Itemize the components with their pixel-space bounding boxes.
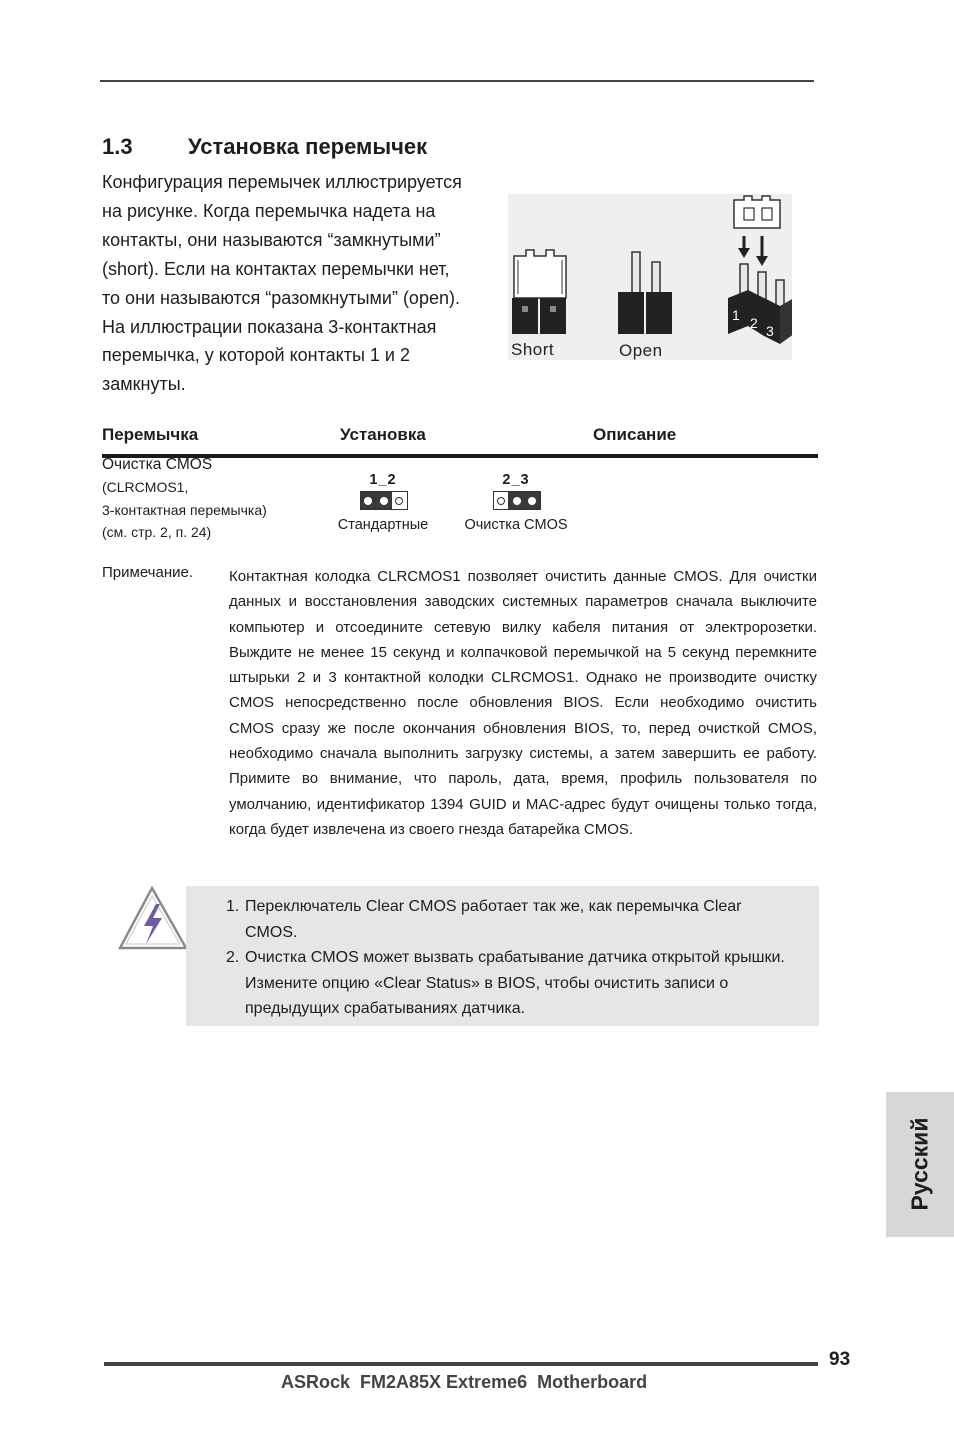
caution-item [226, 945, 786, 1022]
jumper-name-line: (CLRCMOS1, [102, 479, 189, 496]
section-heading [102, 134, 427, 160]
pin-number-2: 2 [750, 315, 758, 331]
pin-dot [380, 497, 388, 505]
intro-line: на рисунке. Когда перемычка надета на [102, 200, 436, 221]
pin-dot [395, 497, 403, 505]
intro-line: контакты, они называются “замкнутыми” [102, 229, 441, 250]
pin-2-on [508, 491, 525, 510]
pin-dot [364, 497, 372, 505]
setting-clear [456, 472, 576, 533]
footer-title: ASRock FM2A85X Extreme6 Motherboard [281, 1372, 648, 1392]
pin-dot [497, 497, 505, 505]
jumper-name-line: Очистка CMOS [102, 456, 213, 473]
pin-3-on [524, 491, 541, 510]
intro-line: замкнуты. [102, 374, 186, 395]
caution-list [226, 894, 786, 1022]
caution-item-text: Очистка CMOS может вызвать срабатывание датчика открытой крышки. Измените опцию «Clear Status» в BIOS, чтобы очистить записи о предыдущих срабатываниях датчика. [245, 949, 785, 1017]
setting-default [328, 472, 438, 533]
section-number: 1.3 [102, 134, 133, 159]
intro-paragraph [102, 168, 502, 399]
intro-line: перемычка, у которой контакты 1 и 2 [102, 345, 410, 366]
table-header [102, 424, 818, 458]
jumper-name-line: 3-контактная перемычка) [102, 501, 267, 518]
pin-1-off [493, 491, 510, 510]
header-jumper: Перемычка [102, 425, 199, 444]
language-tab [886, 1092, 954, 1237]
pin-number-1: 1 [732, 307, 740, 323]
pin-number-3: 3 [766, 323, 774, 339]
jumper-name-line: (см. стр. 2, п. 24) [102, 524, 212, 541]
pin-header-default [328, 491, 438, 510]
short-label: Short [511, 340, 555, 359]
intro-line: (short). Если на контактах перемычки нет, [102, 258, 450, 279]
top-divider [100, 80, 814, 82]
caution-item-number: 2. [226, 949, 240, 966]
open-label: Open [619, 341, 663, 360]
pin-1-on [360, 491, 377, 510]
pin-header-clear [456, 491, 576, 510]
open-jumper-graphic [618, 252, 672, 334]
setting-default-caption: Стандартные [337, 517, 429, 533]
note-text: Контактная колодка CLRCMOS1 позволяет очистить данные CMOS. Для очистки данных и восстановления заводских системных параметров сначала выключите компьютер и отсоедините сетевую вилку кабеля питания от электророзетки. Выждите не менее 15 секунд и колпачковой перемычкой на 5 секунд перемкните штырьки 2 и 3 контактной колодки CLRCMOS1. Однако не производите очистку CMOS непосредственно после обновления BIOS. Если необходимо очистить CMOS сразу же после окончания обновления BIOS, то, перед очисткой CMOS, необходимо сначала выполнить загрузку системы, а затем завершить ее работу. Примите во внимание, что пароль, дата, время, профиль пользователя по умолчанию, идентификатор 1394 GUID и MAC-адрес будут очищены только тогда, когда будет извлечена из своего гнезда батарейка CMOS. [229, 568, 817, 838]
section-title: Установка перемычек [188, 134, 428, 159]
intro-line: то они называются “разомкнутыми” (open). [102, 287, 460, 308]
warning-triangle-lightning-icon [118, 886, 188, 952]
header-setting: Установка [340, 425, 426, 444]
language-tab-label: Русский [906, 1117, 933, 1211]
three-pin-jumper-graphic [728, 196, 792, 344]
pins-label-2-3: 2_3 [502, 472, 530, 488]
note-label: Примечание. [102, 564, 193, 581]
pin-dot [513, 497, 521, 505]
jumper-illustration [508, 194, 792, 360]
intro-line: Конфигурация перемычек иллюстрируется [102, 172, 462, 192]
setting-clear-caption: Очистка CMOS [464, 517, 568, 533]
pins-label-1-2: 1_2 [369, 472, 397, 488]
pin-dot [528, 497, 536, 505]
header-description: Описание [593, 425, 677, 444]
intro-line: На иллюстрации показана 3-контактная [102, 316, 437, 337]
caution-item [226, 894, 786, 945]
page-number: 93 [829, 1349, 851, 1370]
caution-box [186, 886, 819, 1026]
pin-3-off [391, 491, 408, 510]
caution-item-text: Переключатель Clear CMOS работает так же, как перемычка Clear CMOS. [245, 898, 742, 941]
caution-item-number: 1. [226, 898, 240, 915]
pin-2-on [375, 491, 392, 510]
jumper-diagram [508, 194, 792, 360]
bottom-divider [104, 1362, 818, 1366]
jumper-name-cell [102, 454, 267, 544]
short-jumper-graphic [512, 250, 566, 334]
